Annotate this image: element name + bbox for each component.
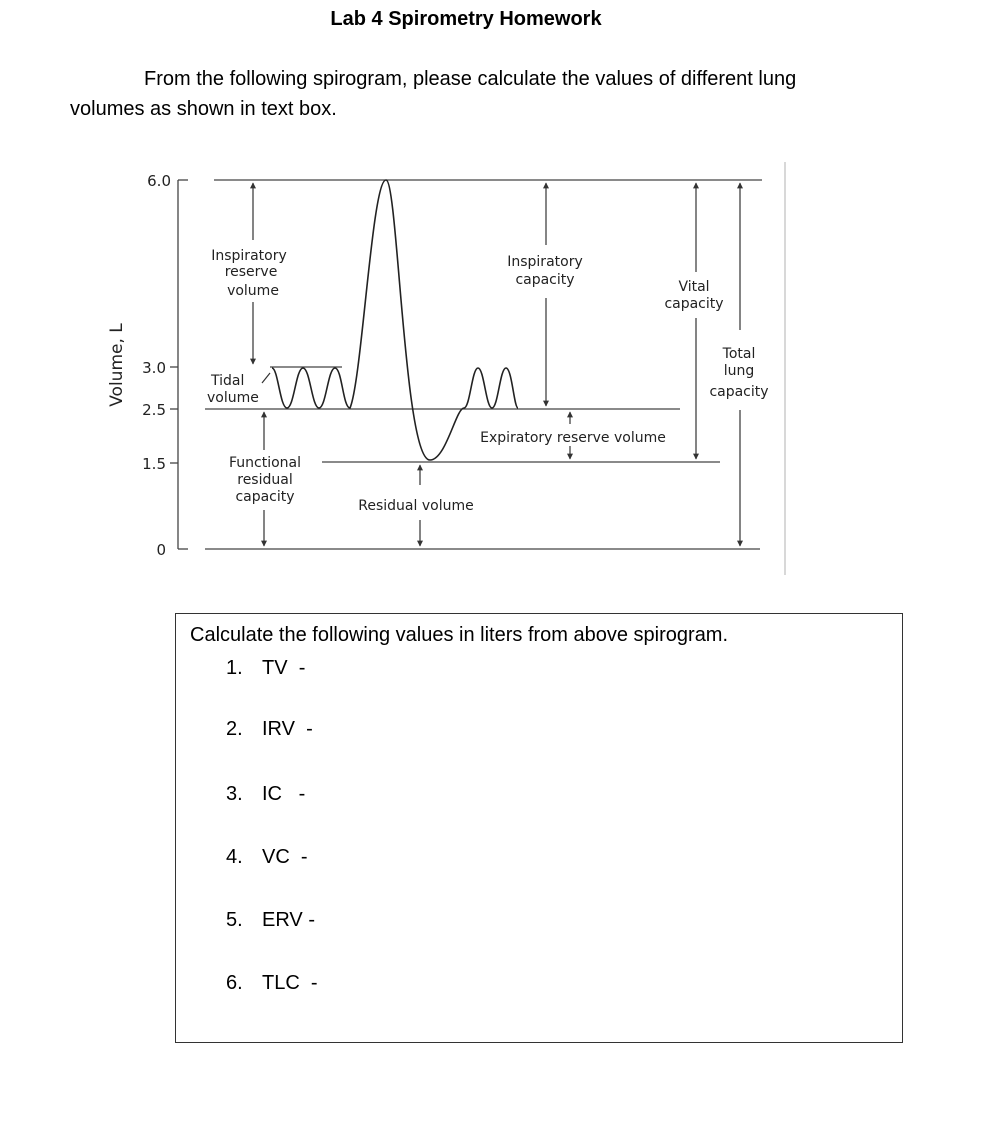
y-tick-6: 6.0 bbox=[147, 172, 171, 190]
label-tidal-2: volume bbox=[207, 390, 259, 406]
label-ic-1: Inspiratory bbox=[507, 254, 583, 270]
question-tv bbox=[226, 657, 305, 680]
question-tlc bbox=[226, 972, 318, 995]
label-vc-1: Vital bbox=[678, 279, 710, 295]
label-frc-3: capacity bbox=[235, 489, 295, 505]
intro-line-2: volumes as shown in text box. bbox=[70, 98, 337, 120]
question-number: 1. bbox=[226, 657, 243, 679]
question-box-title: Calculate the following values in liters from above spirogram. bbox=[190, 624, 729, 646]
page-title: Lab 4 Spirometry Homework bbox=[330, 8, 602, 30]
question-dash: - bbox=[300, 846, 308, 868]
label-tidal-1: Tidal bbox=[211, 373, 245, 389]
y-tick-1-5: 1.5 bbox=[142, 455, 166, 473]
label-ic-2: capacity bbox=[515, 272, 575, 288]
question-vc bbox=[226, 846, 308, 869]
label-tlc-2: lung bbox=[723, 363, 755, 379]
intro-line-1: From the following spirogram, please calculate the values of different lung bbox=[144, 68, 797, 90]
y-axis-label: Volume, L bbox=[107, 323, 127, 407]
question-number: 4. bbox=[226, 846, 243, 868]
y-axis bbox=[170, 180, 188, 549]
y-tick-0: 0 bbox=[156, 541, 166, 559]
label-rv: Residual volume bbox=[358, 498, 474, 514]
question-dash: - bbox=[298, 783, 306, 805]
question-label: VC bbox=[262, 846, 290, 868]
question-dash: - bbox=[298, 657, 306, 679]
question-label: TV bbox=[262, 657, 288, 679]
label-erv: Expiratory reserve volume bbox=[480, 430, 666, 446]
question-erv bbox=[226, 909, 315, 932]
question-number: 5. bbox=[226, 909, 243, 931]
y-tick-2-5: 2.5 bbox=[142, 401, 166, 419]
question-dash: - bbox=[306, 718, 313, 740]
label-irv-1: Inspiratory bbox=[211, 248, 287, 264]
question-label: IC bbox=[262, 783, 282, 805]
label-frc-1: Functional bbox=[228, 455, 302, 471]
label-irv-2: reserve bbox=[224, 264, 278, 280]
question-label: IRV bbox=[262, 718, 295, 740]
question-box bbox=[175, 613, 903, 1043]
measurement-arrows bbox=[253, 183, 740, 546]
question-number: 6. bbox=[226, 972, 243, 994]
question-irv bbox=[226, 718, 313, 741]
question-ic bbox=[226, 783, 305, 806]
question-dash: - bbox=[308, 909, 315, 931]
label-tlc-3: capacity bbox=[709, 384, 769, 400]
question-number: 2. bbox=[226, 718, 243, 740]
question-number: 3. bbox=[226, 783, 243, 805]
label-irv-3: volume bbox=[227, 283, 279, 299]
label-tlc-1: Total bbox=[722, 346, 756, 362]
question-dash: - bbox=[310, 972, 318, 994]
spirogram-trace bbox=[272, 180, 518, 460]
label-frc-2: residual bbox=[237, 472, 293, 488]
question-label: ERV bbox=[262, 909, 303, 931]
question-label: TLC bbox=[262, 972, 300, 994]
label-vc-2: capacity bbox=[664, 296, 724, 312]
y-tick-3: 3.0 bbox=[142, 359, 166, 377]
